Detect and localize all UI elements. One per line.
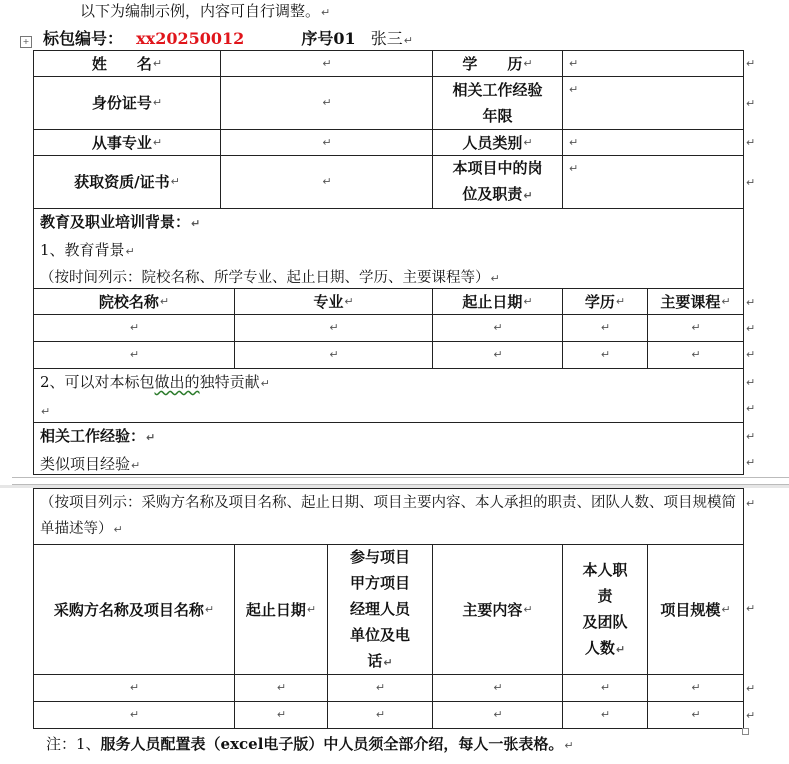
package-label: 标包编号： bbox=[43, 29, 124, 48]
work-cell[interactable]: ↵ bbox=[691, 681, 701, 694]
work-subtitle: 类似项目经验 bbox=[40, 455, 131, 473]
work-col-role-team: 本人职 责 及团队 人数↵ bbox=[582, 560, 628, 657]
work-cell[interactable]: ↵ bbox=[493, 708, 503, 721]
edu-col-major: 专业 ↵ bbox=[313, 292, 354, 311]
edu-title: 教育及职业培训背景： bbox=[40, 213, 191, 231]
edu-cell[interactable]: ↵ bbox=[129, 348, 140, 361]
major-label: 从事专业 ↵ bbox=[91, 133, 163, 152]
work-cell[interactable]: ↵ bbox=[276, 681, 287, 694]
intro-text: 以下为编制示例，内容可自行调整。↵ bbox=[80, 2, 331, 20]
footnote: 注：1、服务人员配置表（excel电子版）中人员须全部介绍，每人一张表格。↵ bbox=[46, 735, 574, 753]
work-title: 相关工作经验： bbox=[40, 427, 146, 445]
edu-col-dates: 起止日期 ↵ bbox=[462, 292, 533, 311]
sequence-number: 序号01 bbox=[301, 29, 356, 48]
name-label: 姓 名 ↵ bbox=[91, 54, 163, 73]
work-cell[interactable]: ↵ bbox=[129, 681, 140, 694]
experience-years-value[interactable]: ↵ bbox=[569, 83, 579, 96]
work-col-client-contact: 参与项目 甲方项目 经理人员 单位及电 话↵ bbox=[349, 547, 410, 670]
table-resize-handle-icon[interactable] bbox=[742, 728, 749, 735]
table-move-handle-icon[interactable]: + bbox=[20, 36, 32, 48]
edu-cell[interactable]: ↵ bbox=[493, 321, 503, 334]
major-value[interactable]: ↵ bbox=[322, 135, 332, 149]
edu-cell[interactable]: ↵ bbox=[691, 348, 701, 361]
staff-type-value[interactable]: ↵ bbox=[569, 135, 579, 149]
person-name: 张三 bbox=[370, 29, 403, 48]
edu-cell[interactable]: ↵ bbox=[329, 348, 339, 361]
staff-type-label: 人员类别 ↵ bbox=[462, 133, 533, 152]
education-value[interactable]: ↵ bbox=[569, 56, 579, 70]
work-cell[interactable]: ↵ bbox=[276, 708, 287, 721]
work-cell[interactable]: ↵ bbox=[691, 708, 701, 721]
package-code: xx20250012 bbox=[136, 29, 245, 48]
edu-sub2: 2、可以对本标包做出的独特贡献 bbox=[40, 373, 260, 391]
qualification-label: 获取资质/证书 ↵ bbox=[74, 173, 180, 191]
work-section-title: 相关工作经验：↵ 类似项目经验↵ bbox=[40, 427, 156, 473]
edu-cell[interactable]: ↵ bbox=[129, 321, 140, 334]
contribution-section: 2、可以对本标包做出的独特贡献↵ ↵ bbox=[40, 373, 270, 418]
edu-cell[interactable]: ↵ bbox=[600, 348, 611, 361]
edu-cell[interactable]: ↵ bbox=[691, 321, 701, 334]
footnote-text: 服务人员配置表（excel电子版）中人员须全部介绍，每人一张表格。 bbox=[100, 735, 564, 753]
qualification-value[interactable]: ↵ bbox=[322, 175, 332, 188]
work-col-scale: 项目规模 ↵ bbox=[660, 600, 731, 619]
work-cell[interactable]: ↵ bbox=[600, 681, 611, 694]
experience-years-label: 相关工作经验 年限 bbox=[452, 81, 543, 125]
header-line: 标包编号： xx20250012 序号01 张三↵ bbox=[43, 29, 413, 48]
work-col-dates: 起止日期 ↵ bbox=[245, 600, 317, 619]
edu-col-courses: 主要课程 ↵ bbox=[660, 292, 731, 311]
edu-section: 教育及职业培训背景：↵ 1、教育背景↵ （按时间列示：院校名称、所学专业、起止日期、学历、主要课程等）↵ bbox=[40, 213, 500, 286]
edu-note: （按时间列示：院校名称、所学专业、起止日期、学历、主要课程等） bbox=[40, 270, 490, 286]
edu-cell[interactable]: ↵ bbox=[329, 321, 339, 334]
id-number-label: 身份证号 ↵ bbox=[91, 94, 163, 112]
work-col-buyer-project: 采购方名称及项目名称 ↵ bbox=[53, 600, 215, 619]
edu-cell[interactable]: ↵ bbox=[600, 321, 611, 334]
work-note: （按项目列示：采购方名称及项目名称、起止日期、项目主要内容、本人承担的职责、团队人数、项目规模简单描述等）↵ bbox=[40, 495, 736, 537]
edu-sub1: 1、教育背景 bbox=[40, 241, 125, 259]
work-cell[interactable]: ↵ bbox=[129, 708, 140, 721]
edu-col-degree: 学历 ↵ bbox=[584, 292, 626, 311]
work-cell[interactable]: ↵ bbox=[375, 681, 386, 694]
work-cell[interactable]: ↵ bbox=[375, 708, 386, 721]
footnote-prefix: 注：1、 bbox=[46, 735, 101, 753]
role-value[interactable]: ↵ bbox=[569, 162, 579, 175]
education-label: 学 历 ↵ bbox=[462, 54, 533, 73]
id-number-value[interactable]: ↵ bbox=[322, 96, 332, 109]
edu-cell[interactable]: ↵ bbox=[493, 348, 503, 361]
work-cell[interactable]: ↵ bbox=[493, 681, 503, 694]
work-col-content: 主要内容 ↵ bbox=[462, 600, 533, 619]
edu-col-school: 院校名称 ↵ bbox=[98, 292, 170, 311]
work-cell[interactable]: ↵ bbox=[600, 708, 611, 721]
role-label: 本项目中的岗 位及职责↵ bbox=[452, 159, 543, 203]
name-value[interactable]: ↵ bbox=[322, 56, 332, 70]
